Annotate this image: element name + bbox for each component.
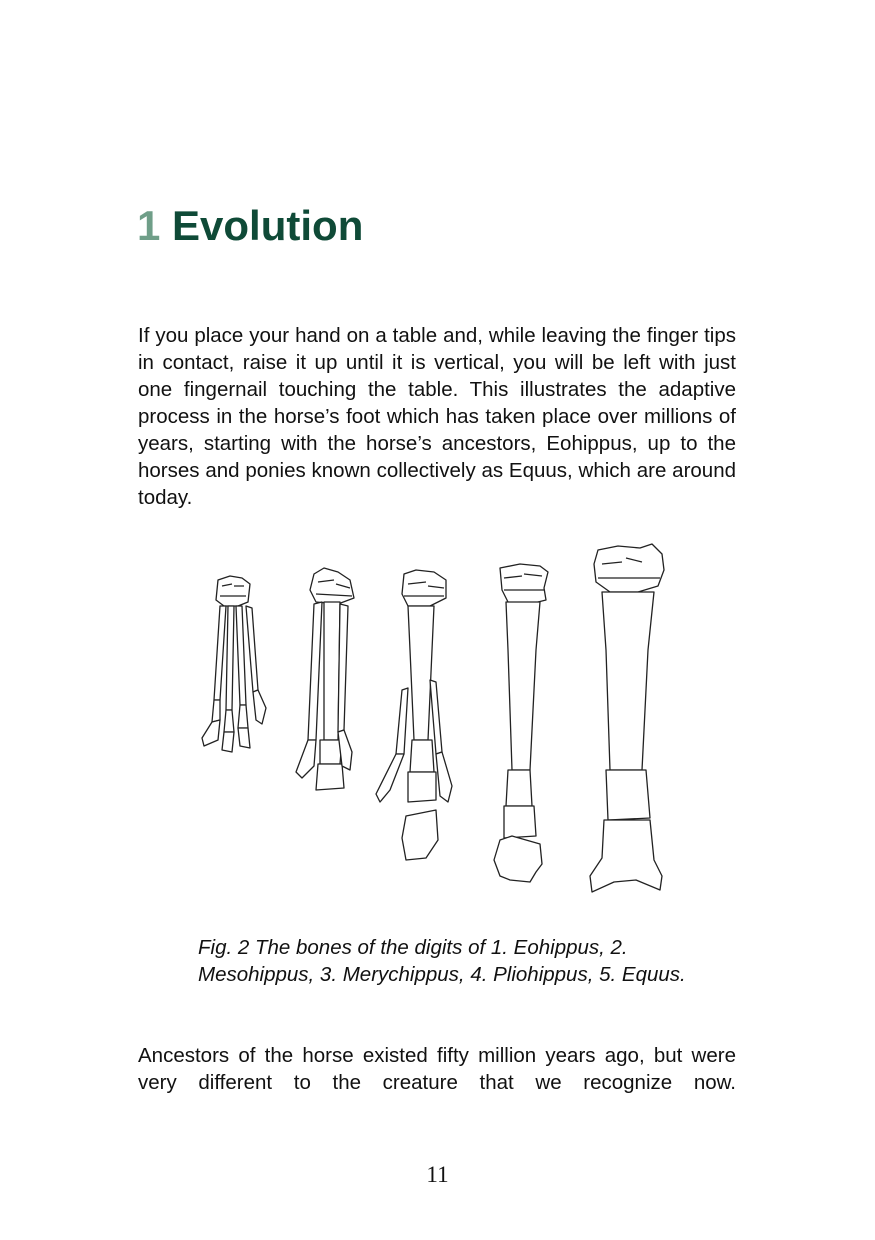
equus-digit-bones bbox=[590, 544, 664, 892]
chapter-heading bbox=[137, 198, 363, 254]
eohippus-digit-bones bbox=[202, 576, 266, 752]
merychippus-digit-bones bbox=[376, 570, 452, 860]
pliohippus-digit-bones bbox=[494, 564, 548, 882]
body-paragraph-1: If you place your hand on a table and, while leaving the finger tips in contact, raise it up until it is vertical, you will be left with just one fingernail touching the table. This illustrates the adaptive process in the horse’s foot which has taken place over millions of years, starting with the horse’s ancestors, Eohippus, up to the horses and ponies known collectively as Equus, which are around today. bbox=[138, 324, 736, 509]
body-paragraph-2: Ancestors of the horse existed fifty million years ago, but were very different to the creature that we recognize now. bbox=[138, 1044, 736, 1094]
chapter-number: 1 bbox=[137, 202, 161, 249]
chapter-title: Evolution bbox=[172, 202, 364, 249]
figure-illustration bbox=[190, 540, 680, 915]
page-number: 11 bbox=[426, 1162, 449, 1187]
figure-caption: Fig. 2 The bones of the digits of 1. Eohippus, 2. Mesohippus, 3. Merychippus, 4. Pliohippus, 5. Equus. bbox=[198, 936, 686, 986]
mesohippus-digit-bones bbox=[296, 568, 354, 790]
